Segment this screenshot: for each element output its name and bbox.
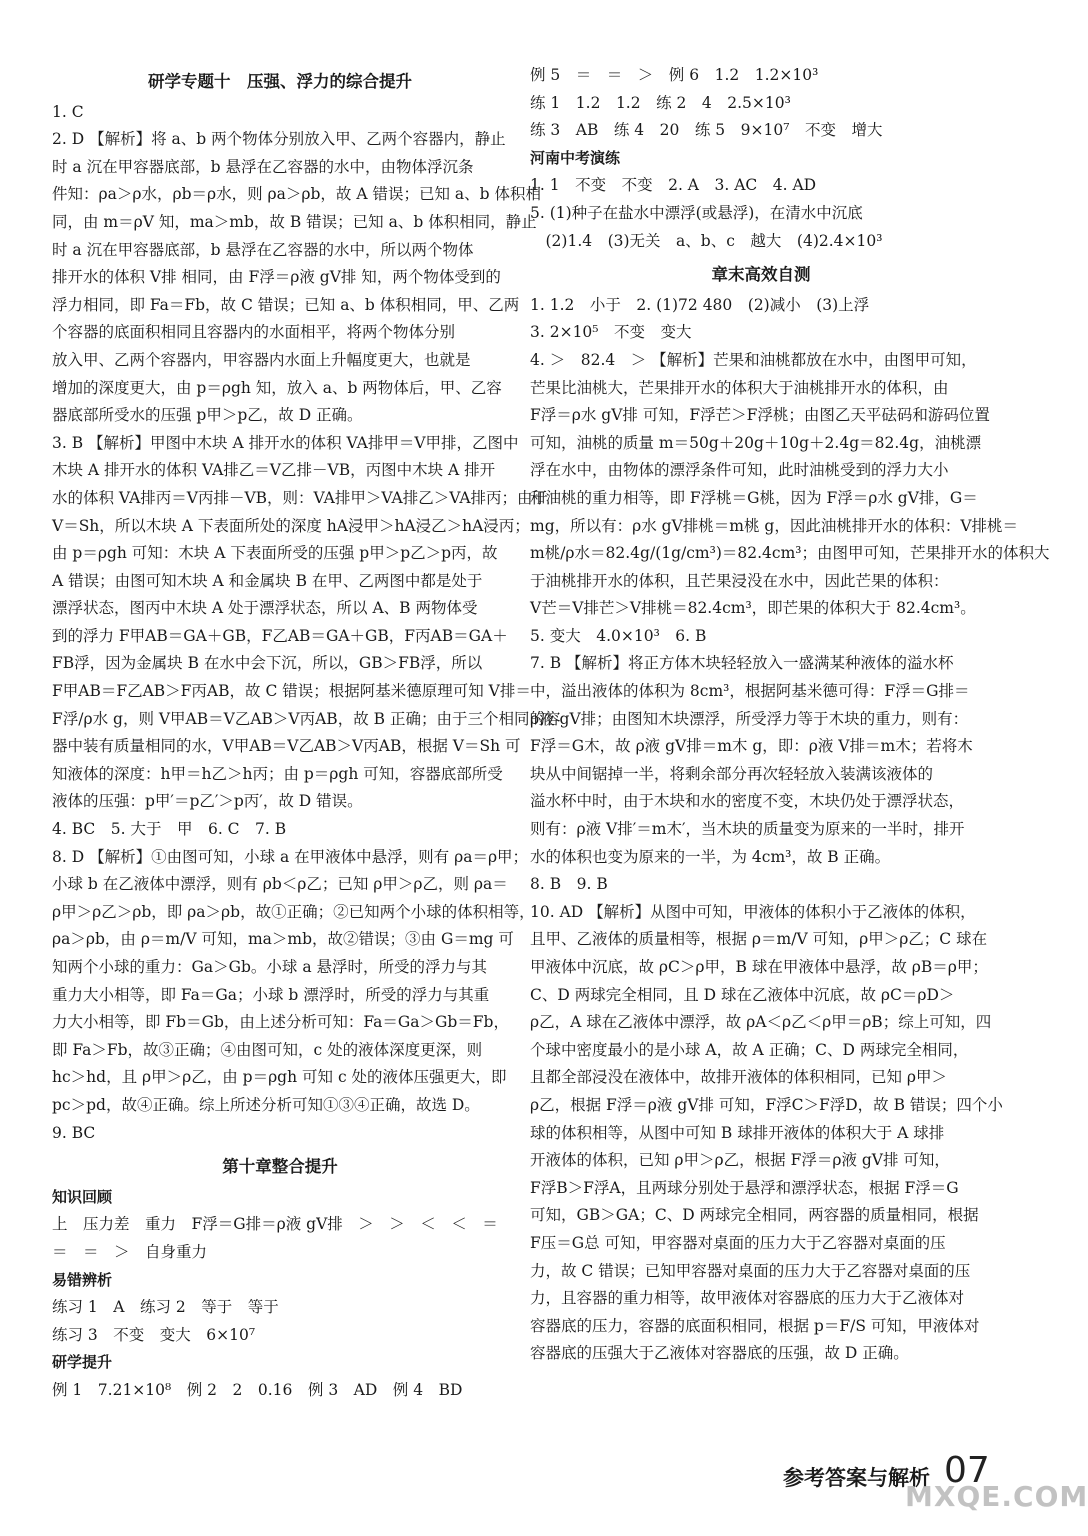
study-advance-line-1: 例 1 7.21×10⁸ 例 2 2 0.16 例 3 AD 例 4 BD — [52, 1380, 463, 1399]
left-answer-line: 放入甲、乙两个容器内，甲容器内水面上升幅度更大，也就是 — [52, 350, 471, 369]
chapter-test-line: C、D 两球完全相同，且 D 球在乙液体中沉底，故 ρC＝ρD＞ — [530, 985, 955, 1004]
henan-exam-line: (2)1.4 (3)无关 a、b、c 越大 (4)2.4×10³ — [530, 231, 883, 250]
chapter-test-line: 溢水杯中时，由于木块和水的密度不变，木块仍处于漂浮状态， — [530, 792, 965, 811]
knowledge-review-line-1: 上 压力差 重力 F浮＝G排＝ρ液 gV排 ＞ ＞ ＜ ＜ ＝ — [52, 1215, 498, 1234]
chapter-test-line: 10. AD 【解析】从图中可知，甲液体的体积小于乙液体的体积， — [530, 902, 976, 921]
chapter-test-line: 容器底的压强大于乙液体对容器底的压强，故 D 正确。 — [530, 1344, 909, 1363]
left-answer-line: 器中装有质量相同的水，V甲AB＝V乙AB＞V丙AB，根据 V＝Sh 可 — [52, 737, 521, 756]
left-answer-line: 小球 b 在乙液体中漂浮，则有 ρb＜ρ乙；已知 ρ甲＞ρ乙，则 ρa＝ — [52, 875, 508, 894]
chapter-test-line: ρ液 gV排；由图知木块漂浮，所受浮力等于木块的重力，则有： — [530, 709, 969, 728]
page-number: 07 — [944, 1450, 990, 1491]
subheading-knowledge-review: 知识回顾 — [52, 1187, 113, 1206]
right-answer-line: 练 3 AB 练 4 20 练 5 9×10⁷ 不变 增大 — [530, 121, 883, 140]
left-answer-line: 液体的压强：p甲′＝p乙′＞p丙′，故 D 错误。 — [52, 792, 363, 811]
chapter-test-line: 水的体积也变为原来的一半，为 4cm³，故 B 正确。 — [530, 847, 891, 866]
chapter-test-line: 3. 2×10⁵ 不变 变大 — [530, 323, 692, 342]
left-answer-line: 水的体积 VA排丙＝V丙排－VB，则：VA排甲＞VA排乙＞VA排丙；由于 — [52, 488, 549, 507]
chapter-test-line: 于油桃排开水的体积，且芒果浸没在水中，因此芒果的体积： — [530, 571, 949, 590]
left-answer-line: 知两个小球的重力：Ga＞Gb。小球 a 悬浮时，所受的浮力与其 — [52, 958, 488, 976]
left-answer-line: ρ甲＞ρ乙＞ρb，即 ρa＞ρb，故①正确；②已知两个小球的体积相等， — [52, 902, 535, 921]
left-answer-line: F甲AB＝F乙AB＞F丙AB，故 C 错误；根据阿基米德原理可知 V排＝ — [52, 682, 531, 701]
chapter-test-line: 球的体积相等，从图中可知 B 球排开液体的体积大于 A 球排 — [530, 1123, 945, 1142]
left-answer-line: A 错误；由图可知木块 A 和金属块 B 在甲、乙两图中都是处于 — [52, 571, 483, 590]
left-answer-line: 知液体的深度：h甲＝h乙＞h丙；由 p＝ρgh 可知，容器底部所受 — [52, 764, 503, 783]
right-column — [530, 62, 1050, 1368]
chapter-test-line: F浮＝G木，故 ρ液 gV排＝m木 g，即：ρ液 V排＝m木；若将木 — [530, 737, 973, 756]
left-answer-line: 同，由 m＝ρV 知，ma＞mb，故 B 错误；已知 a、b 体积相同，静止 — [52, 212, 537, 231]
left-answer-line: 3. B 【解析】甲图中木块 A 排开水的体积 VA排甲＝V甲排，乙图中 — [52, 433, 519, 452]
left-answer-line: 浮力相同，即 Fa＝Fb，故 C 错误；已知 a、b 体积相同，甲、乙两 — [52, 295, 520, 314]
error-analysis-line-1: 练习 1 A 练习 2 等于 等于 — [52, 1298, 279, 1317]
left-answer-line: 9. BC — [52, 1123, 96, 1142]
chapter-test-line: m桃/ρ水＝82.4g/(1g/cm³)＝82.4cm³；由图甲可知，芒果排开水的体积大 — [530, 544, 1050, 563]
chapter-test-line: 可知，GB＞GA；C、D 两球完全相同，两容器的质量相同，根据 — [530, 1206, 979, 1225]
right-answer-block-2 — [530, 172, 992, 255]
chapter-test-line: F浮＝ρ水 gV排 可知，F浮芒＞F浮桃；由图乙天平砝码和游码位置 — [530, 406, 990, 425]
chapter-test-line: 力，且容器的重力相等，故甲液体对容器底的压力大于乙液体对 — [530, 1289, 965, 1308]
left-answer-line: hc＞hd，且 ρ甲＞ρ乙，由 p＝ρgh 可知 c 处的液体压强更大，即 — [52, 1068, 507, 1087]
right-answer-line: 练 1 1.2 1.2 练 2 4 2.5×10³ — [530, 93, 791, 112]
left-answer-line: 器底部所受水的压强 p甲＞p乙，故 D 正确。 — [52, 406, 363, 425]
left-answer-line: F浮/ρ水 g，则 V甲AB＝V乙AB＞V丙AB，故 B 正确；由于三个相同的容 — [52, 709, 561, 728]
chapter-test-line: 个球中密度最小的是小球 A，故 A 正确；C、D 两球完全相同， — [530, 1040, 969, 1059]
knowledge-review-line-2: ＝ ＝ ＞ 自身重力 — [52, 1242, 208, 1261]
chapter-test-line: V芒＝V排芒＞V排桃＝82.4cm³，即芒果的体积大于 82.4cm³。 — [530, 599, 976, 618]
chapter-test-line: 块从中间锯掉一半，将剩余部分再次轻轻放入装满该液体的 — [530, 764, 934, 783]
subheading-error-analysis: 易错辨析 — [52, 1270, 113, 1289]
chapter-test-line: 容器底的压力，容器的底面积相同，根据 p＝F/S 可知，甲液体对 — [530, 1316, 980, 1335]
left-answer-line: 4. BC 5. 大于 甲 6. C 7. B — [52, 820, 287, 839]
left-answer-line: 即 Fa＞Fb，故③正确；④由图可知，c 处的液体深度更深，则 — [52, 1040, 483, 1059]
left-answer-line: 力大小相等，即 Fb＝Gb，由上述分析可知：Fa＝Ga＞Gb＝Fb， — [52, 1013, 509, 1032]
section-heading-topic10: 研学专题十 压强、浮力的综合提升 — [148, 72, 412, 91]
chapter-test-line: mg，所以有：ρ水 gV排桃＝m桃 g，因此油桃排开水的体积：V排桃＝ — [530, 516, 1019, 535]
right-answer-block-3 — [530, 292, 1050, 1368]
left-answer-line: 漂浮状态，图丙中木块 A 处于漂浮状态，所以 A、B 两物体受 — [52, 599, 478, 618]
chapter-test-line: 力，故 C 错误；已知甲容器对桌面的压力大于乙容器对桌面的压 — [530, 1261, 971, 1280]
left-answer-line: 时 a 沉在甲容器底部，b 悬浮在乙容器的水中，所以两个物体 — [52, 240, 474, 259]
chapter-test-line: ρ乙，A 球在乙液体中漂浮，故 ρA＜ρ乙＜ρ甲＝ρB；综上可知，四 — [530, 1013, 992, 1032]
chapter-test-line: 开液体的体积，已知 ρ甲＞ρ乙，根据 F浮＝ρ液 gV排 可知， — [530, 1151, 950, 1170]
chapter-test-line: 8. B 9. B — [530, 875, 608, 894]
chapter-test-line: F压＝G总 可知，甲容器对桌面的压力大于乙容器对桌面的压 — [530, 1233, 946, 1252]
chapter-test-line: F浮B＞F浮A，且两球分别处于悬浮和漂浮状态，根据 F浮＝G — [530, 1178, 959, 1197]
left-answer-line: ρa＞ρb，由 ρ＝m/V 可知，ma＞mb，故②错误；③由 G＝mg 可 — [52, 930, 514, 949]
chapter-test-line: 且甲、乙液体的质量相等，根据 ρ＝m/V 可知，ρ甲＞ρ乙；C 球在 — [530, 930, 988, 949]
left-answer-line: 到的浮力 F甲AB＝GA＋GB，F乙AB＝GA＋GB，F丙AB＝GA＋ — [52, 626, 508, 645]
chapter-test-line: 和油桃的重力相等，即 F浮桃＝G桃，因为 F浮＝ρ水 gV排，G＝ — [530, 488, 978, 507]
chapter-test-line: 中，溢出液体的体积为 8cm³，根据阿基米德可得：F浮＝G排＝ — [530, 682, 970, 701]
chapter-test-line: 1. 1.2 小于 2. (1)72 480 (2)减小 (3)上浮 — [530, 295, 870, 314]
section-heading-chapter-test: 章末高效自测 — [711, 265, 811, 285]
chapter-test-line: 且都全部浸没在液体中，故排开液体的体积相同，已知 ρ甲＞ — [530, 1068, 948, 1087]
chapter-test-line: 4. ＞ 82.4 ＞ 【解析】芒果和油桃都放在水中，由图甲可知， — [530, 350, 977, 369]
left-answer-line: 木块 A 排开水的体积 VA排乙＝V乙排－VB，丙图中木块 A 排开 — [52, 461, 496, 480]
left-answer-line: FB浮，因为金属块 B 在水中会下沉，所以，GB＞FB浮，所以 — [52, 654, 483, 673]
henan-exam-line: 1. 1 不变 不变 2. A 3. AC 4. AD — [530, 176, 817, 195]
watermark-logo: MXQE.COM — [905, 1480, 1088, 1513]
left-answer-line: pc＞pd，故④正确。综上所述分析可知①③④正确，故选 D。 — [52, 1095, 480, 1114]
henan-exam-line: 5. (1)种子在盐水中漂浮(或悬浮)，在清水中沉底 — [530, 203, 863, 222]
left-answer-line: 1. C — [52, 102, 84, 121]
right-answer-block-1 — [530, 62, 992, 145]
left-answer-line: V＝Sh，所以木块 A 下表面所处的深度 hA浸甲＞hA浸乙＞hA浸丙； — [52, 516, 530, 535]
chapter-test-line: 浮在水中，由物体的漂浮条件可知，此时油桃受到的浮力大小 — [530, 461, 949, 480]
right-answer-line: 例 5 ＝ ＝ ＞ 例 6 1.2 1.2×10³ — [530, 66, 819, 84]
chapter-test-line: 芒果比油桃大，芒果排开水的体积大于油桃排开水的体积，由 — [530, 378, 949, 397]
chapter-test-line: 7. B 【解析】将正方体木块轻轻放入一盛满某种液体的溢水杯 — [530, 654, 954, 673]
left-answer-line: 时 a 沉在甲容器底部，b 悬浮在乙容器的水中，由物体浮沉条 — [52, 157, 474, 176]
subheading-study-advance: 研学提升 — [52, 1353, 113, 1372]
chapter-test-line: ρ乙，根据 F浮＝ρ液 gV排 可知，F浮C＞F浮D，故 B 错误；四个小 — [530, 1095, 1003, 1114]
chapter-test-line: 5. 变大 4.0×10³ 6. B — [530, 626, 707, 645]
left-answer-block-1 — [52, 99, 561, 1148]
left-answer-line: 8. D 【解析】①由图可知，小球 a 在甲液体中悬浮，则有 ρa＝ρ甲； — [52, 847, 529, 866]
chapter-test-line: 可知，油桃的质量 m＝50g＋20g＋10g＋2.4g＝82.4g，油桃漂 — [530, 433, 982, 452]
section-heading-chapter10: 第十章整合提升 — [222, 1157, 338, 1177]
left-answer-line: 由 p＝ρgh 可知：木块 A 下表面所受的压强 p甲＞p乙＞p丙，故 — [52, 544, 498, 563]
left-answer-line: 重力大小相等，即 Fa＝Ga；小球 b 漂浮时，所受的浮力与其重 — [52, 985, 490, 1004]
error-analysis-line-2: 练习 3 不变 变大 6×10⁷ — [52, 1325, 256, 1344]
left-answer-line: 增加的深度更大，由 p＝ρgh 知，放入 a、b 两物体后，甲、乙容 — [52, 378, 502, 397]
subheading-henan-exam-practice: 河南中考演练 — [530, 148, 621, 167]
left-answer-line: 件知：ρa＞ρ水，ρb＝ρ水，则 ρa＞ρb，故 A 错误；已知 a、b 体积相 — [52, 185, 541, 204]
left-answer-line: 个容器的底面积相同且容器内的水面相平，将两个物体分别 — [52, 323, 456, 342]
left-answer-line: 2. D 【解析】将 a、b 两个物体分别放入甲、乙两个容器内，静止 — [52, 130, 506, 149]
chapter-test-line: 甲液体中沉底，故 ρC＞ρ甲，B 球在甲液体中悬浮，故 ρB＝ρ甲； — [530, 958, 988, 976]
chapter-test-line: 则有：ρ液 V排′＝m木′，当木块的质量变为原来的一半时，排开 — [530, 820, 965, 839]
left-answer-line: 排开水的体积 V排 相同，由 F浮＝ρ液 gV排 知，两个物体受到的 — [52, 268, 501, 287]
footer-title: 参考答案与解析 — [783, 1466, 930, 1490]
left-column — [52, 62, 561, 1405]
